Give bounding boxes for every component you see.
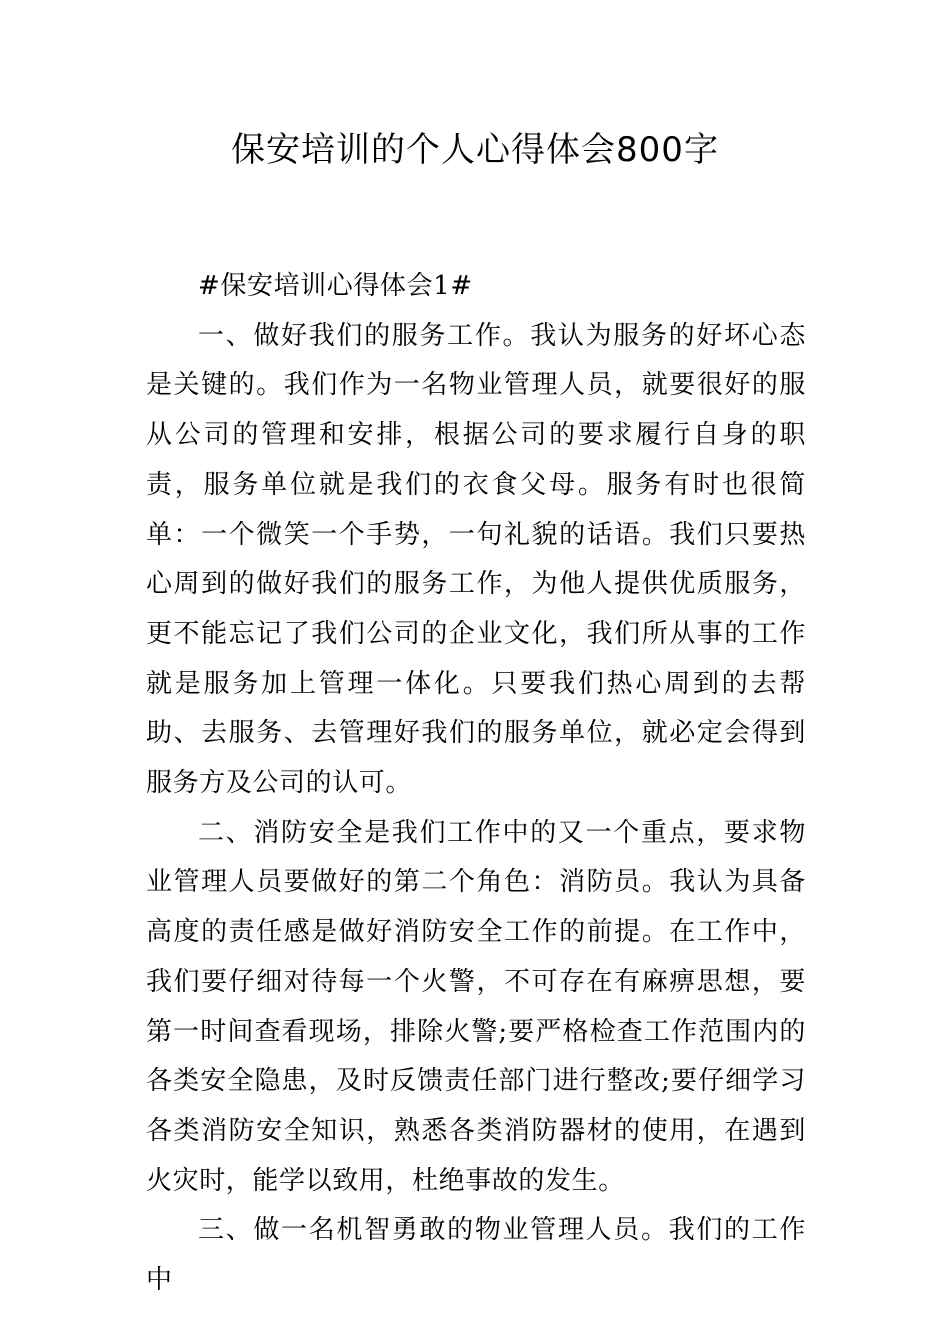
paragraph-1: 一、做好我们的服务工作。我认为服务的好坏心态是关键的。我们作为一名物业管理人员，就要很好的服从公司的管理和安排，根据公司的要求履行自身的职责，服务单位就是我们的衣食父母。服务有时也很简单：一个微笑一个手势，一句礼貌的话语。我们只要热心周到的做好我们的服务工作，为他人提供优质服务，更不能忘记了我们公司的企业文化，我们所从事的工作就是服务加上管理一体化。只要我们热心周到的去帮助、去服务、去管理好我们的服务单位，就必定会得到服务方及公司的认可。	[146, 320, 806, 799]
paragraph-3: 三、做一名机智勇敢的物业管理人员。我们的工作中	[146, 1215, 806, 1296]
section-heading: #保安培训心得体会1#	[198, 271, 473, 301]
document-body	[146, 262, 806, 1306]
paragraph-2: 二、消防安全是我们工作中的又一个重点，要求物业管理人员要做好的第二个角色：消防员。我认为具备高度的责任感是做好消防安全工作的前提。在工作中，我们要仔细对待每一个火警，不可存在有麻痹思想，要第一时间查看现场，排除火警;要严格检查工作范围内的各类安全隐患，及时反馈责任部门进行整改;要仔细学习各类消防安全知识，熟悉各类消防器材的使用，在遇到火灾时，能学以致用，杜绝事故的发生。	[146, 817, 806, 1196]
document-title: 保安培训的个人心得体会800字	[231, 130, 719, 170]
